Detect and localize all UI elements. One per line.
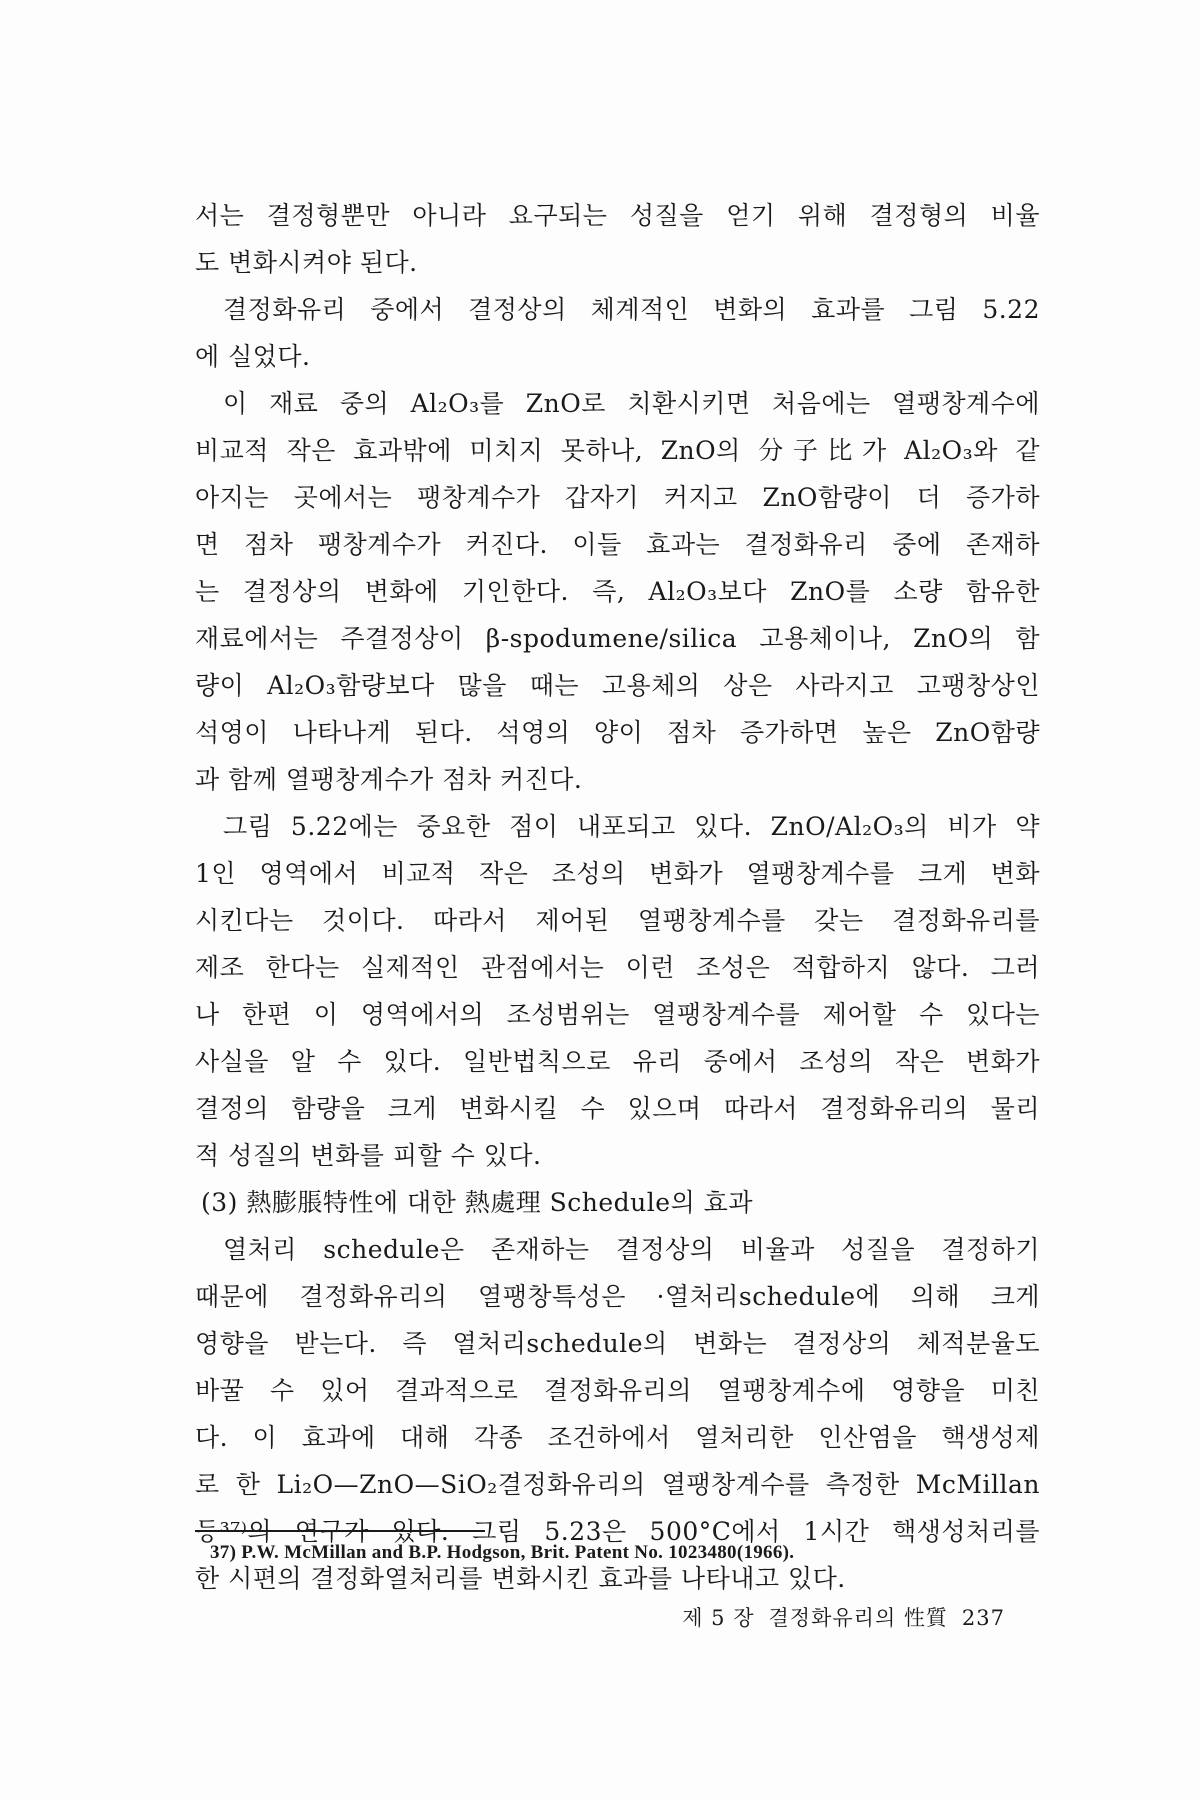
body-line: 제조 한다는 실제적인 관점에서는 이런 조성은 적합하지 않다. 그러 — [195, 953, 1040, 982]
body-line: 면 점차 팽창계수가 커진다. 이들 효과는 결정화유리 중에 존재하 — [195, 530, 1040, 559]
body-line: 영향을 받는다. 즉 열처리schedule의 변화는 결정상의 체적분율도 — [195, 1329, 1040, 1358]
footer-title: 결정화유리의 性質 — [768, 1606, 948, 1630]
body-line: 결정화유리 중에서 결정상의 체계적인 변화의 효과를 그림 5.22 — [223, 295, 1040, 324]
page-footer — [668, 1602, 1005, 1632]
body-line: 시킨다는 것이다. 따라서 제어된 열팽창계수를 갖는 결정화유리를 — [195, 906, 1040, 935]
body-line: 서는 결정형뿐만 아니라 요구되는 성질을 얻기 위해 결정형의 비율 — [195, 201, 1040, 230]
body-line: 로 한 Li₂O—ZnO—SiO₂결정화유리의 열팽창계수를 측정한 McMillan — [195, 1470, 1040, 1499]
body-line: 과 함께 열팽창계수가 점차 커진다. — [195, 765, 583, 794]
body-line: 등³⁷⁾의 연구가 있다. 그림 5.23은 500°C에서 1시간 핵생성처리를 — [195, 1517, 1040, 1546]
body-line: 량이 Al₂O₃함량보다 많을 때는 고용체의 상은 사라지고 고팽창상인 — [195, 671, 1040, 700]
body-text — [195, 192, 1040, 1602]
body-line: 다. 이 효과에 대해 각종 조건하에서 열처리한 인산염을 핵생성제 — [195, 1423, 1040, 1452]
body-line: 에 실었다. — [195, 342, 311, 371]
body-line: 도 변화시켜야 된다. — [195, 248, 418, 277]
body-line: 열처리 schedule은 존재하는 결정상의 비율과 성질을 결정하기 — [223, 1235, 1040, 1264]
section-heading: (3) 熱膨脹特性에 대한 熱處理 Schedule의 효과 — [201, 1188, 753, 1217]
body-line: 비교적 작은 효과밖에 미치지 못하나, ZnO의 分子比가 Al₂O₃와 같 — [195, 436, 1040, 465]
footer-chapter: 제 5 장 — [682, 1606, 755, 1630]
body-line: 적 성질의 변화를 피할 수 있다. — [195, 1141, 542, 1170]
body-line: 바꿀 수 있어 결과적으로 결정화유리의 열팽창계수에 영향을 미친 — [195, 1376, 1040, 1405]
page-number: 237 — [961, 1606, 1005, 1630]
body-line: 결정의 함량을 크게 변화시킬 수 있으며 따라서 결정화유리의 물리 — [195, 1094, 1040, 1123]
footnote: 37) P.W. McMillan and B.P. Hodgson, Brit. Patent No. 1023480(1966). — [210, 1542, 795, 1563]
body-line: 그림 5.22에는 중요한 점이 내포되고 있다. ZnO/Al₂O₃의 비가 약 — [223, 812, 1040, 841]
body-line: 석영이 나타나게 된다. 석영의 양이 점차 증가하면 높은 ZnO함량 — [195, 718, 1040, 747]
body-line: 1인 영역에서 비교적 작은 조성의 변화가 열팽창계수를 크게 변화 — [195, 859, 1040, 888]
body-line: 때문에 결정화유리의 열팽창특성은 ·열처리schedule에 의해 크게 — [195, 1282, 1040, 1311]
body-line: 이 재료 중의 Al₂O₃를 ZnO로 치환시키면 처음에는 열팽창계수에 — [223, 389, 1040, 418]
body-line: 나 한편 이 영역에서의 조성범위는 열팽창계수를 제어할 수 있다는 — [195, 1000, 1040, 1029]
body-line: 한 시편의 결정화열처리를 변화시킨 효과를 나타내고 있다. — [195, 1564, 846, 1593]
body-line: 재료에서는 주결정상이 β-spodumene/silica 고용체이나, ZnO의 함 — [195, 624, 1040, 653]
footnote-divider — [195, 1530, 485, 1532]
body-line: 는 결정상의 변화에 기인한다. 즉, Al₂O₃보다 ZnO를 소량 함유한 — [195, 577, 1040, 606]
body-line: 사실을 알 수 있다. 일반법칙으로 유리 중에서 조성의 작은 변화가 — [195, 1047, 1040, 1076]
body-line: 아지는 곳에서는 팽창계수가 갑자기 커지고 ZnO함량이 더 증가하 — [195, 483, 1040, 512]
